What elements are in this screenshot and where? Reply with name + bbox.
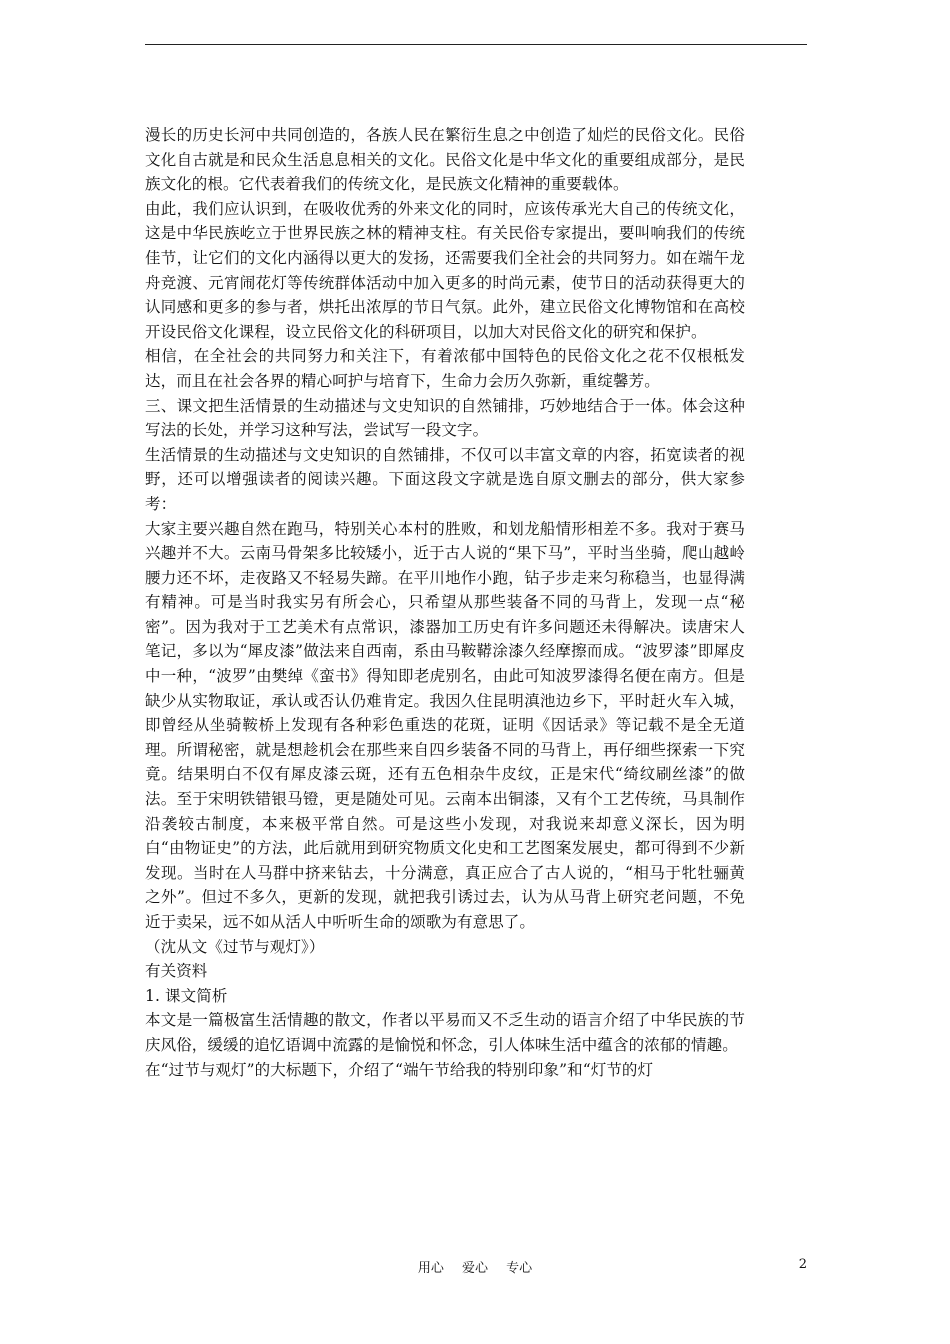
paragraph: 本文是一篇极富生活情趣的散文，作者以平易而又不乏生动的语言介绍了中华民族的节庆风俗，缓缓的追忆语调中流露的是愉悦和怀念，引人体味生活中蕴含的浓郁的情趣。 — [145, 1011, 745, 1054]
paragraph: 生活情景的生动描述与文史知识的自然铺排，不仅可以丰富文章的内容，拓宽读者的视野，还可以增强读者的阅读兴趣。下面这段文字就是选自原文删去的部分，供大家参考： — [145, 445, 745, 513]
subsection-heading: 1. 课文简析 — [145, 986, 228, 1005]
paragraph: 三、课文把生活情景的生动描述与文史知识的自然铺排，巧妙地结合于一体。体会这种写法的长处，并学习这种写法，尝试写一段文字。 — [145, 396, 745, 440]
paragraph: 漫长的历史长河中共同创造的，各族人民在繁衍生息之中创造了灿烂的民俗文化。民俗文化自古就是和民众生活息息相关的文化。民俗文化是中华文化的重要组成部分，是民族文化的根。它代表着我们的传统文化，是民族文化精神的重要载体。 — [145, 126, 745, 194]
section-heading: 有关资料 — [145, 962, 208, 981]
citation: （沈从文《过节与观灯》） — [145, 937, 325, 956]
header-rule — [145, 44, 807, 45]
paragraph: 由此，我们应认识到，在吸收优秀的外来文化的同时，应该传承光大自己的传统文化，这是中华民族屹立于世界民族之林的精神支柱。有关民俗专家提出，要叫响我们的传统佳节，让它们的文化内涵得以更大的发扬，还需要我们全社会的共同努力。如在端午龙舟竞渡、元宵闹花灯等传统群体活动中加入更多的时尚元素，使节日的活动获得更大的认同感和更多的参与者，烘托出浓厚的节日气氛。此外，建立民俗文化博物馆和在高校开设民俗文化课程，设立民俗文化的科研项目，以加大对民俗文化的研究和保护。 — [145, 199, 745, 341]
body-text — [145, 123, 745, 1082]
page-number: 2 — [798, 1257, 807, 1272]
paragraph: 大家主要兴趣自然在跑马，特别关心本村的胜败，和划龙船情形相差不多。我对于赛马兴趣并不大。云南马骨架多比较矮小，近于古人说的“果下马”，平时当坐骑，爬山越岭腰力还不坏，走夜路又不轻易失蹄。在平川地作小跑，钻子步走来匀称稳当，也显得满有精神。可是当时我实另有所会心，只希望从那些装备不同的马背上，发现一点“秘密”。因为我对于工艺美术有点常识，漆器加工历史有许多问题还未得解决。读唐宋人笔记，多以为“犀皮漆”做法来自西南，系由马鞍鞯涂漆久经摩擦而成。“波罗漆”即犀皮中一种，“波罗”由樊绰《蛮书》得知即老虎别名，由此可知波罗漆得名便在南方。但是缺少从实物取证，承认或否认仍难肯定。我因久住昆明滇池边乡下，平时赶火车入城，即曾经从坐骑鞍桥上发现有各种彩色重迭的花斑，证明《因话录》等记载不是全无道理。所谓秘密，就是想趁机会在那些来自四乡装备不同的马背上，再仔细些探索一下究竟。结果明白不仅有犀皮漆云斑，还有五色相杂牛皮纹，正是宋代“绮纹刷丝漆”的做法。至于宋明铁错银马镫，更是随处可见。云南本出铜漆，又有个工艺传统，马具制作沿袭较古制度，本来极平常自然。可是这些小发现，对我说来却意义深长，因为明白“由物证史”的方法，此后就用到研究物质文化史和工艺图案发展史，都可得到不少新发现。当时在人马群中挤来钻去，十分满意，真正应合了古人说的，“相马于牝牡骊黄之外”。但过不多久，更新的发现，就把我引诱过去，认为从马背上研究老问题，不免近于卖呆，远不如从活人中听听生命的颂歌为有意思了。 — [145, 519, 745, 931]
page-footer: 用心 爱心 专心 — [417, 1261, 533, 1276]
paragraph: 相信，在全社会的共同努力和关注下，有着浓郁中国特色的民俗文化之花不仅根柢发达，而且在社会各界的精心呵护与培育下，生命力会历久弥新，重绽馨芳。 — [145, 347, 745, 390]
paragraph: 在“过节与观灯”的大标题下，介绍了“端午节给我的特别印象”和“灯节的灯 — [145, 1060, 654, 1079]
